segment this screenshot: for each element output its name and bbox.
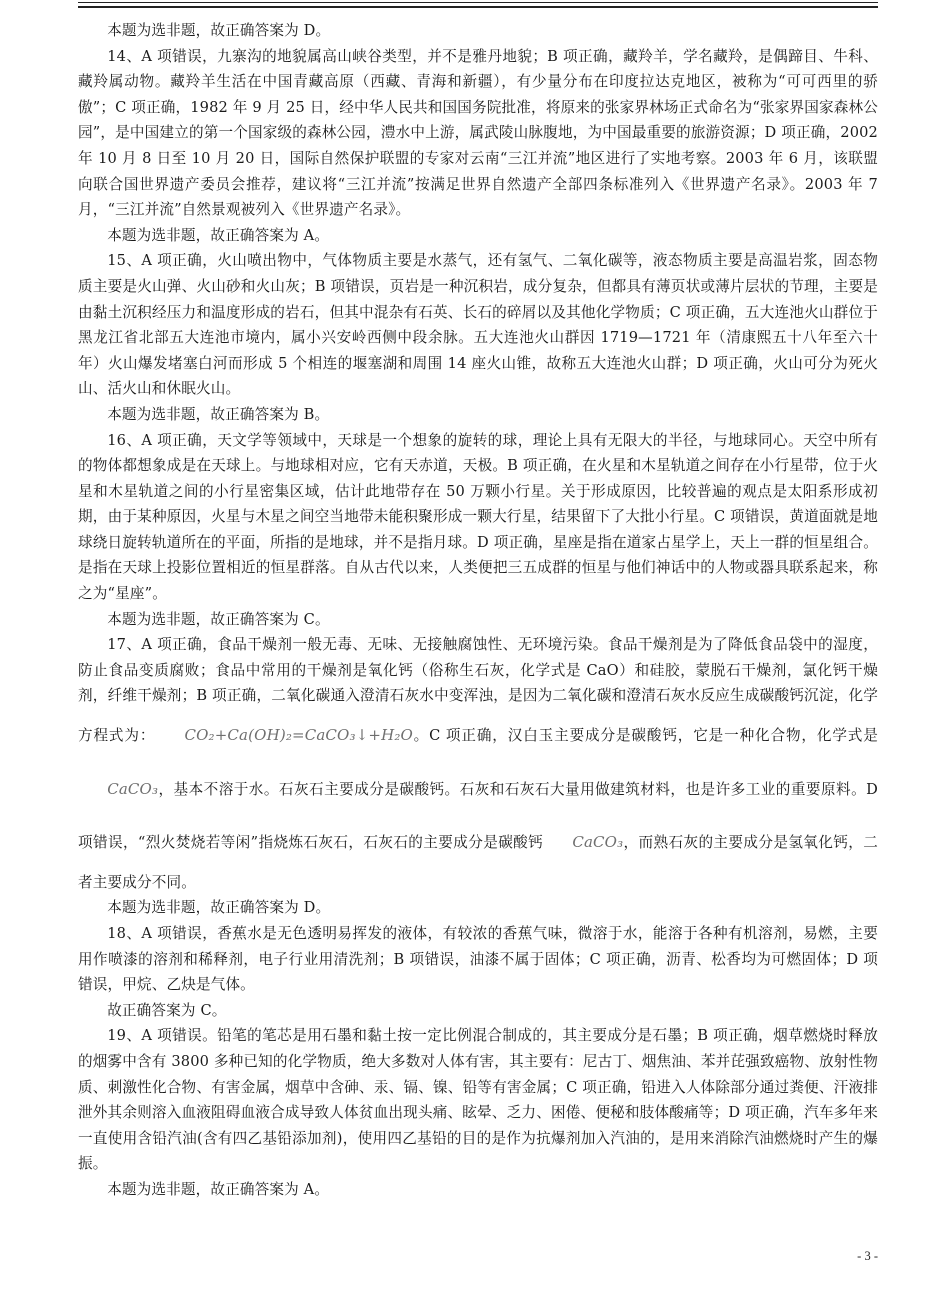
- explanation-17-part4: ，而熟石灰的主要成分是氢氧化钙，二者主要成分不同。: [78, 834, 878, 891]
- explanation-17-part2: 。C 项正确，汉白玉主要成分是碳酸钙，它是一种化合物，化学式是: [412, 726, 878, 744]
- answer-16: 本题为选非题，故正确答案为 C。: [107, 610, 330, 628]
- page-number: - 3 -: [857, 1249, 878, 1263]
- answer-17: 本题为选非题，故正确答案为 D。: [107, 899, 331, 917]
- answer-19: 本题为选非题，故正确答案为 A。: [107, 1180, 330, 1198]
- formula-caco3-2: CaCO₃: [572, 833, 624, 852]
- explanation-15: 15、A 项正确，火山喷出物中，气体物质主要是水蒸气，还有氢气、二氧化碳等，液态物质主要是高温岩浆，固态物质主要是火山弹、火山砂和火山灰；B 项错误，页岩是一种沉积岩，成分复杂，但都具有薄页状或薄片层状的节理，主要是由黏土沉积经压力和温度形成的岩石，但其中混杂有石英、长石的碎屑以及其他化学物质；C 项正确，五大连池火山群位于黑龙江省北部五大连池市境内，属小兴安岭西侧中段余脉。五大连池火山群因 1719—1721 年（清康熙五十八年至六十年）火山爆发堵塞白河而形成 5 个相连的堰塞湖和周围 14 座火山锥，故称五大连池火山群；D 项正确，火山可分为死火山、活火山和休眠火山。: [78, 252, 878, 398]
- header-rule-thin: [78, 2, 878, 3]
- answer-14: 本题为选非题，故正确答案为 A。: [107, 226, 330, 244]
- answer-13: 本题为选非题，故正确答案为 D。: [107, 22, 331, 39]
- explanation-17: [78, 632, 878, 895]
- answer-15: 本题为选非题，故正确答案为 B。: [107, 405, 330, 423]
- formula-caco3: CaCO₃: [107, 779, 159, 798]
- explanation-17-part1: 17、A 项正确，食品干燥剂一般无毒、无味、无接触腐蚀性、无环境污染。食品干燥剂是为了降低食品袋中的湿度，防止食品变质腐败；食品中常用的干燥剂是氧化钙（俗称生石灰，化学式是 CaO）和硅胶，蒙脱石干燥剂，氯化钙干燥剂，纤维干燥剂；B 项正确，二氧化碳通入澄清石灰水中变浑浊，是因为二氧化碳和澄清石灰水反应生成碳酸钙沉淀，化学方程式为：: [78, 636, 878, 744]
- chemical-equation: CO₂+Ca(OH)₂=CaCO₃↓+H₂O: [184, 726, 413, 745]
- answer-18: 故正确答案为 C。: [107, 1001, 227, 1019]
- explanation-14: 14、A 项错误，九寨沟的地貌属高山峡谷类型，并不是雅丹地貌；B 项正确，藏羚羊，学名藏羚，是偶蹄目、牛科、藏羚属动物。藏羚羊生活在中国青藏高原（西藏、青海和新疆），有少量分布在印度拉达克地区，被称为“可可西里的骄傲”；C 项正确，1982 年 9 月 25 日，经中华人民共和国国务院批准，将原来的张家界林场正式命名为“张家界国家森林公园”，是中国建立的第一个国家级的森林公园，澧水中上游，属武陵山脉腹地，为中国最重要的旅游资源；D 项正确，2002 年 10 月 8 日至 10 月 20 日，国际自然保护联盟的专家对云南“三江并流”地区进行了实地考察。2003 年 6 月，该联盟向联合国世界遗产委员会推荐，建议将“三江并流”按满足世界自然遗产全部四条标准列入《世界遗产名录》。2003 年 7 月，“三江并流”自然景观被列入《世界遗产名录》。: [78, 47, 878, 219]
- explanation-19: 19、A 项错误。铅笔的笔芯是用石墨和黏土按一定比例混合制成的，其主要成分是石墨；B 项正确，烟草燃烧时释放的烟雾中含有 3800 多种已知的化学物质，绝大多数对人体有害，其主要有：尼古丁、烟焦油、苯并芘强致癌物、放射性物质、刺激性化合物、有害金属，烟草中含砷、汞、镉、镍、铅等有害金属；C 项正确，铅进入人体除部分通过粪便、汗液排泄外其余则溶入血液阻碍血液合成导致人体贫血出现头痛、眩晕、乏力、困倦、便秘和肢体酸痛等；D 项正确，汽车多年来一直使用含铅汽油(含有四乙基铅添加剂)，使用四乙基铅的目的是作为抗爆剂加入汽油的，是用来消除汽油燃烧时产生的爆振。: [78, 1027, 878, 1173]
- header-rule-thick: [78, 6, 878, 8]
- document-body: [78, 18, 878, 1203]
- explanation-17-part3: ，基本不溶于水。石灰石主要成分是碳酸钙。石灰和石灰石大量用做建筑材料，也是许多工业的重要原料。D 项错误，“烈火焚烧若等闲”指烧炼石灰石，石灰石的主要成分是碳酸钙: [78, 780, 878, 852]
- explanation-18: 18、A 项错误，香蕉水是无色透明易挥发的液体，有较浓的香蕉气味，微溶于水，能溶于各种有机溶剂，易燃，主要用作喷漆的溶剂和稀释剂，电子行业用清洗剂；B 项错误，油漆不属于固体；C 项正确，沥青、松香均为可燃固体；D 项错误，甲烷、乙炔是气体。: [78, 925, 878, 994]
- explanation-16: 16、A 项正确，天文学等领域中，天球是一个想象的旋转的球，理论上具有无限大的半径，与地球同心。天空中所有的物体都想象成是在天球上。与地球相对应，它有天赤道，天极。B 项正确，在火星和木星轨道之间存在小行星带，位于火星和木星轨道之间的小行星密集区域，估计此地带存在 50 万颗小行星。关于形成原因，比较普遍的观点是太阳系形成初期，由于某种原因，火星与木星之间空当地带未能积聚形成一颗大行星，结果留下了大批小行星。C 项错误，黄道面就是地球绕日旋转轨道所在的平面，所指的是地球，并不是指月球。D 项正确，星座是指在道家占星学上，天上一群的恒星组合。是指在天球上投影位置相近的恒星群落。自从古代以来，人类便把三五成群的恒星与他们神话中的人物或器具联系起来，称之为“星座”。: [78, 431, 878, 603]
